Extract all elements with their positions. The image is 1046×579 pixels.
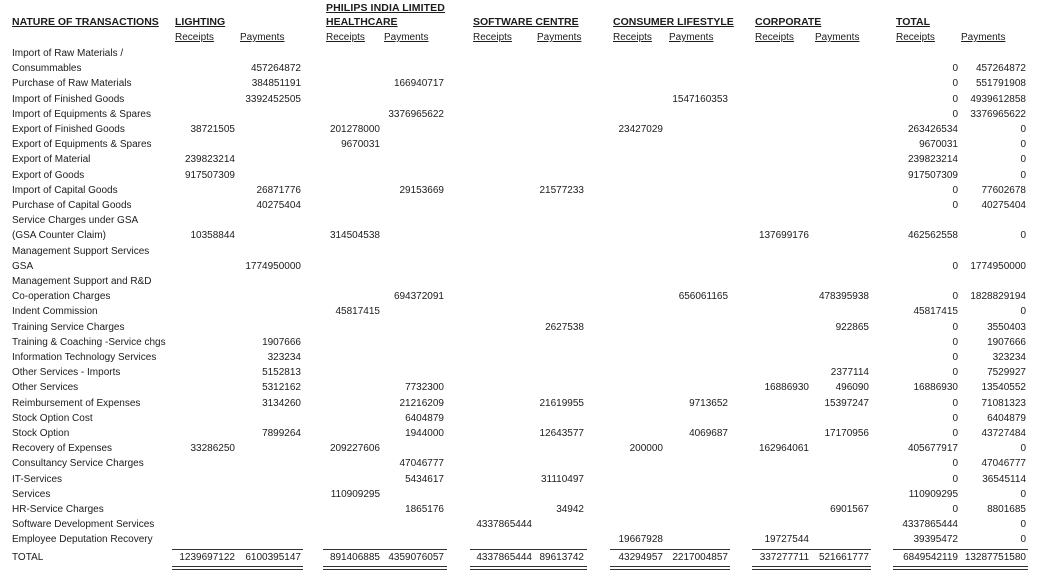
row-label: Employee Deputation Recovery — [12, 534, 153, 546]
table-row — [0, 396, 1046, 411]
software-receipts-cell: 4337865444 — [476, 551, 532, 563]
total-receipts-cell: 4337865444 — [902, 519, 958, 531]
row-label: Consultancy Service Charges — [12, 458, 144, 470]
lighting-payments-cell: 40275404 — [256, 200, 301, 211]
healthcare-payments-cell: 1865176 — [405, 504, 444, 515]
row-label: Co-operation Charges — [12, 291, 111, 303]
total-payments-cell: 551791908 — [975, 78, 1026, 90]
lighting-receipts-header: Receipts — [175, 32, 214, 43]
table-row — [0, 502, 1046, 517]
row-label: Stock Option Cost — [12, 412, 93, 424]
healthcare-payments-cell: 47046777 — [399, 458, 444, 470]
row-label: Consummables — [12, 63, 82, 75]
total-receipts-cell: 0 — [952, 367, 958, 379]
total-payments-cell: 0 — [1020, 519, 1026, 531]
table-row — [0, 152, 1046, 167]
lighting-payments-cell: 26871776 — [256, 184, 301, 196]
row-label: Training Service Charges — [12, 321, 125, 333]
lighting-receipts-cell: 10358844 — [190, 230, 235, 242]
total-payments-header: Payments — [961, 32, 1006, 43]
consumer-payments-cell: 9713652 — [689, 397, 728, 409]
table-row — [0, 532, 1046, 547]
table-row — [0, 274, 1046, 304]
total-payments-cell: 3376965622 — [970, 108, 1026, 120]
total-double-rule — [893, 566, 1028, 570]
corporate-receipts-cell: 137699176 — [758, 230, 809, 242]
software-payments-cell: 31110497 — [540, 473, 584, 485]
total-payments-cell: 1907666 — [987, 336, 1026, 348]
row-label: Import of Finished Goods — [12, 93, 125, 105]
total-payments-cell: 0 — [1020, 488, 1026, 500]
row-label: Reimbursement of Expenses — [12, 397, 141, 409]
lighting-payments-cell: 6100395147 — [245, 551, 301, 563]
company-title: PHILIPS INDIA LIMITED — [326, 2, 445, 14]
row-label: Other Services — [12, 382, 79, 394]
software-payments-cell: 89613742 — [539, 551, 584, 563]
corporate-receipts-cell: 19727544 — [764, 534, 809, 546]
lighting-payments-cell: 457264872 — [250, 63, 301, 75]
table-row — [0, 350, 1046, 365]
corporate-payments-cell: 2377114 — [830, 367, 869, 379]
software-payments-cell: 2627538 — [545, 321, 584, 333]
table-row — [0, 168, 1046, 183]
table-row — [0, 411, 1046, 426]
lighting-payments-cell: 1774950000 — [245, 260, 301, 272]
total-payments-cell: 7529927 — [987, 367, 1026, 379]
lighting-payments-cell: 5312162 — [262, 382, 301, 394]
total-payments-cell: 323234 — [992, 352, 1026, 363]
lighting-payments-cell: 3134260 — [262, 397, 301, 409]
total-receipts-cell: 6849542119 — [903, 551, 958, 563]
table-row — [0, 320, 1046, 335]
table-row — [0, 213, 1046, 243]
total-receipts-cell: 0 — [952, 63, 958, 75]
total-receipts-cell: 263426534 — [907, 124, 958, 135]
total-payments-cell: 0 — [1020, 124, 1026, 135]
lighting-payments-header: Payments — [240, 32, 285, 43]
total-payments-cell: 0 — [1020, 534, 1026, 546]
software-payments-cell: 21619955 — [539, 397, 584, 409]
row-label: Other Services - Imports — [12, 367, 121, 379]
row-label: Recovery of Expenses — [12, 443, 113, 455]
lighting-receipts-cell: 33286250 — [190, 443, 235, 455]
healthcare-payments-cell: 3376965622 — [388, 108, 444, 120]
lighting-receipts-cell: 917507309 — [184, 169, 235, 181]
row-label: Software Development Services — [12, 519, 155, 531]
group-header-lighting: LIGHTING — [175, 16, 226, 28]
row-label: IT-Services — [12, 473, 63, 485]
nature-header: NATURE OF TRANSACTIONS — [12, 16, 159, 28]
healthcare-receipts-cell: 209227606 — [329, 443, 380, 455]
table-row — [0, 244, 1046, 274]
total-receipts-cell: 9670031 — [919, 139, 958, 151]
total-receipts-cell: 405677917 — [907, 443, 958, 455]
lighting-payments-cell: 384851191 — [251, 78, 301, 90]
healthcare-receipts-header: Receipts — [326, 32, 365, 43]
total-receipts-cell: 0 — [952, 108, 958, 120]
table-row — [0, 365, 1046, 380]
row-label: Export of Finished Goods — [12, 124, 125, 135]
total-receipts-cell: 45817415 — [913, 306, 958, 318]
total-payments-cell: 0 — [1020, 443, 1026, 455]
total-double-rule — [752, 566, 871, 570]
corporate-receipts-cell: 162964061 — [758, 443, 809, 455]
healthcare-payments-cell: 1944000 — [405, 428, 444, 439]
corporate-receipts-header: Receipts — [755, 32, 794, 43]
total-double-rule — [470, 566, 587, 570]
row-label: Management Support and R&D — [12, 276, 152, 287]
row-label: Export of Equipments & Spares — [12, 139, 152, 151]
row-label: Indent Commission — [12, 306, 98, 318]
lighting-receipts-cell: 239823214 — [184, 154, 235, 166]
healthcare-payments-cell: 4359076057 — [388, 551, 444, 563]
lighting-payments-cell: 5152813 — [262, 367, 301, 379]
table-row — [0, 456, 1046, 471]
total-receipts-cell: 0 — [952, 184, 958, 196]
table-row — [0, 426, 1046, 441]
row-label: Stock Option — [12, 428, 70, 439]
total-payments-cell: 47046777 — [981, 458, 1026, 470]
healthcare-receipts-cell: 314504538 — [329, 230, 380, 242]
table-row — [0, 122, 1046, 137]
consumer-payments-cell: 656061165 — [678, 291, 728, 303]
total-payments-cell: 4939612858 — [970, 93, 1026, 105]
total-receipts-cell: 239823214 — [907, 154, 958, 166]
table-row — [0, 487, 1046, 502]
total-payments-cell: 40275404 — [981, 200, 1026, 211]
total-receipts-cell: 0 — [952, 93, 958, 105]
total-payments-cell: 6404879 — [987, 412, 1026, 424]
consumer-receipts-cell: 200000 — [629, 443, 663, 455]
table-row — [0, 137, 1046, 152]
total-payments-cell: 457264872 — [975, 63, 1026, 75]
total-receipts-cell: 0 — [952, 78, 958, 90]
total-receipts-cell: 16886930 — [913, 382, 958, 394]
total-receipts-cell: 39395472 — [913, 534, 958, 546]
total-row — [0, 550, 1046, 565]
row-label: Export of Material — [12, 154, 91, 166]
total-receipts-cell: 0 — [952, 321, 958, 333]
total-receipts-cell: 0 — [952, 336, 958, 348]
total-receipts-cell: 0 — [952, 412, 958, 424]
total-payments-cell: 36545114 — [982, 473, 1026, 485]
table-row — [0, 335, 1046, 350]
corporate-receipts-cell: 337277711 — [759, 551, 809, 563]
healthcare-payments-cell: 166940717 — [393, 78, 444, 90]
corporate-payments-cell: 521661777 — [818, 551, 869, 563]
total-receipts-cell: 0 — [952, 200, 958, 211]
total-payments-cell: 0 — [1020, 306, 1026, 318]
row-label: (GSA Counter Claim) — [12, 230, 106, 242]
consumer-receipts-cell: 43294957 — [618, 551, 663, 563]
table-row — [0, 441, 1046, 456]
total-payments-cell: 1828829194 — [970, 291, 1026, 303]
healthcare-receipts-cell: 45817415 — [335, 306, 380, 318]
software-receipts-cell: 4337865444 — [476, 519, 532, 531]
corporate-payments-cell: 15397247 — [824, 397, 869, 409]
total-double-rule — [172, 566, 303, 570]
lighting-payments-cell: 7899264 — [262, 428, 301, 439]
consumer-payments-cell: 2217004857 — [672, 551, 728, 563]
table-row — [0, 472, 1046, 487]
table-row — [0, 380, 1046, 395]
total-receipts-cell: 0 — [952, 504, 958, 515]
total-payments-cell: 71081323 — [981, 397, 1026, 409]
corporate-payments-cell: 17170956 — [824, 428, 869, 439]
total-payments-cell: 13540552 — [981, 382, 1026, 394]
healthcare-payments-cell: 5434617 — [405, 473, 444, 485]
healthcare-payments-cell: 21216209 — [399, 397, 444, 409]
lighting-payments-cell: 323234 — [267, 352, 301, 363]
table-row — [0, 517, 1046, 532]
total-payments-cell: 1774950000 — [970, 260, 1026, 272]
consumer-receipts-header: Receipts — [613, 32, 652, 43]
total-payments-cell: 77602678 — [981, 184, 1026, 196]
corporate-payments-cell: 496090 — [835, 382, 869, 394]
lighting-payments-cell: 1907666 — [262, 336, 301, 348]
healthcare-receipts-cell: 891406885 — [329, 551, 380, 563]
software-payments-cell: 21577233 — [539, 184, 584, 196]
row-label: Purchase of Raw Materials — [12, 78, 132, 90]
consumer-payments-cell: 4069687 — [689, 428, 728, 439]
total-receipts-cell: 462562558 — [907, 230, 958, 242]
group-header-corporate: CORPORATE — [755, 16, 822, 28]
total-double-rule — [323, 566, 447, 570]
total-payments-cell: 0 — [1020, 139, 1026, 151]
healthcare-receipts-cell: 201278000 — [329, 124, 380, 135]
consumer-payments-cell: 1547160353 — [672, 93, 728, 105]
total-payments-cell: 0 — [1020, 230, 1026, 242]
software-payments-cell: 34942 — [556, 504, 584, 515]
row-label: Training & Coaching -Service chgs — [12, 336, 166, 348]
row-label: HR-Service Charges — [12, 504, 104, 515]
healthcare-payments-cell: 694372091 — [393, 291, 444, 303]
healthcare-payments-header: Payments — [384, 32, 429, 43]
total-receipts-cell: 0 — [952, 458, 958, 470]
consumer-receipts-cell: 19667928 — [618, 534, 663, 546]
total-double-rule — [610, 566, 730, 570]
table-row — [0, 46, 1046, 76]
total-payments-cell: 3550403 — [987, 321, 1026, 333]
total-receipts-cell: 0 — [952, 291, 958, 303]
row-label: Import of Raw Materials / — [12, 48, 124, 59]
consumer-payments-header: Payments — [669, 32, 714, 43]
table-row — [0, 304, 1046, 319]
healthcare-receipts-cell: 110909295 — [330, 488, 380, 500]
total-receipts-cell: 0 — [952, 352, 958, 363]
table-row — [0, 107, 1046, 122]
table-row — [0, 92, 1046, 107]
total-receipts-cell: 0 — [952, 260, 958, 272]
row-label: TOTAL — [12, 551, 44, 563]
group-header-consumer-lifestyle: CONSUMER LIFESTYLE — [613, 16, 734, 28]
total-payments-cell: 0 — [1020, 169, 1026, 181]
total-payments-cell: 0 — [1020, 154, 1026, 166]
corporate-payments-cell: 922865 — [835, 321, 869, 333]
row-label: Purchase of Capital Goods — [12, 200, 132, 211]
row-label: Information Technology Services — [12, 352, 157, 363]
corporate-receipts-cell: 16886930 — [764, 382, 809, 394]
consumer-receipts-cell: 23427029 — [618, 124, 663, 135]
total-payments-cell: 43727484 — [981, 428, 1026, 439]
total-receipts-cell: 0 — [952, 428, 958, 439]
total-receipts-cell: 0 — [952, 397, 958, 409]
total-receipts-cell: 917507309 — [907, 169, 958, 181]
software-payments-header: Payments — [537, 32, 582, 43]
healthcare-payments-cell: 6404879 — [405, 412, 444, 424]
corporate-payments-cell: 6901567 — [830, 504, 869, 515]
healthcare-payments-cell: 7732300 — [405, 382, 444, 394]
software-payments-cell: 12643577 — [539, 428, 584, 439]
group-header-healthcare: HEALTHCARE — [326, 16, 398, 28]
table-row — [0, 76, 1046, 91]
row-label: Management Support Services — [12, 245, 150, 257]
group-header-total: TOTAL — [896, 16, 931, 28]
software-receipts-header: Receipts — [473, 32, 512, 43]
total-receipts-header: Receipts — [896, 32, 935, 43]
table-row — [0, 183, 1046, 198]
total-receipts-cell: 0 — [952, 473, 958, 485]
lighting-receipts-cell: 1239697122 — [179, 551, 235, 563]
total-payments-cell: 8801685 — [987, 504, 1026, 515]
lighting-receipts-cell: 38721505 — [190, 124, 235, 135]
group-header-software-centre: SOFTWARE CENTRE — [473, 16, 579, 28]
lighting-payments-cell: 3392452505 — [245, 93, 301, 105]
row-label: GSA — [12, 260, 34, 272]
healthcare-payments-cell: 29153669 — [399, 184, 444, 196]
corporate-payments-cell: 478395938 — [818, 291, 869, 303]
row-label: Services — [12, 488, 51, 500]
row-label: Import of Capital Goods — [12, 184, 118, 196]
row-label: Import of Equipments & Spares — [12, 108, 151, 120]
healthcare-receipts-cell: 9670031 — [341, 139, 380, 151]
table-row — [0, 198, 1046, 213]
total-receipts-cell: 110909295 — [908, 488, 958, 500]
row-label: Service Charges under GSA — [12, 215, 139, 227]
corporate-payments-header: Payments — [815, 32, 860, 43]
total-payments-cell: 13287751580 — [964, 551, 1026, 563]
row-label: Export of Goods — [12, 169, 85, 181]
